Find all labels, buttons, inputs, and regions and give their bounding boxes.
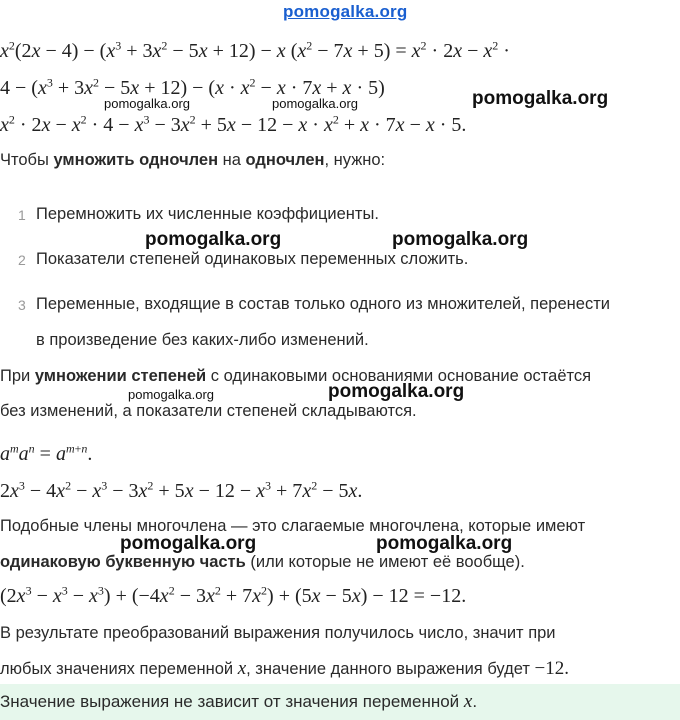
step-text-continuation: в произведение без каких-либо изменений.	[36, 331, 369, 349]
power-rule-text-continuation: без изменений, а показатели степеней складываются.	[0, 402, 417, 420]
math-line-2: $4 - (x^3 + 3x^2 - 5x + 12) - (x \cdot x^2 - x \cdot 7x + x \cdot 5)$	[0, 75, 385, 99]
watermark: pomogalka.org	[104, 96, 190, 111]
watermark: pomogalka.org	[392, 229, 529, 250]
answer-box	[0, 684, 680, 720]
watermark: pomogalka.org	[128, 387, 214, 402]
power-rule-text: При умножении степеней с одинаковыми основаниями основание остаётся	[0, 367, 592, 385]
watermark: pomogalka.org	[328, 381, 465, 402]
math-line-5: $2x^3 - 4x^2 - x^3 - 3x^2 + 5x - 12 - x^3 + 7x^2 - 5x$.	[0, 478, 363, 502]
monomial-rule-text: Чтобы умножить одночлен на одночлен, нужно:	[0, 151, 386, 169]
result-text: В результате преобразований выражения получилось число, значит при	[0, 624, 556, 642]
watermark: pomogalka.org	[376, 533, 513, 554]
like-terms-text-continuation: одинаковую буквенную часть (или которые не имеют её вообще).	[0, 553, 525, 571]
watermark: pomogalka.org	[145, 229, 282, 250]
watermark-top-link[interactable]: pomogalka.org	[283, 2, 408, 21]
step-number: 2	[18, 252, 26, 268]
step-text: Перемножить их численные коэффициенты.	[36, 205, 379, 223]
like-terms-text: Подобные члены многочлена — это слагаемые многочлена, которые имеют	[0, 517, 586, 535]
watermark: pomogalka.org	[272, 96, 358, 111]
step-text: Переменные, входящие в состав только одного из множителей, перенести	[36, 295, 610, 313]
watermark: pomogalka.org	[472, 88, 609, 109]
step-text: Показатели степеней одинаковых переменных сложить.	[36, 250, 469, 268]
power-rule-formula: $a^ma^n = a^{m+n}$.	[0, 441, 93, 465]
answer-text: Значение выражения не зависит от значения переменной x.	[0, 691, 478, 712]
watermark: pomogalka.org	[120, 533, 257, 554]
step-number: 3	[18, 297, 26, 313]
math-line-3: $x^2 \cdot 2x - x^2 \cdot 4 - x^3 - 3x^2 + 5x - 12 - x \cdot x^2 + x \cdot 7x - x \cdot 5$.	[0, 112, 467, 136]
result-text-continuation: любых значениях переменной x, значение данного выражения будет −12.	[0, 658, 569, 679]
step-number: 1	[18, 207, 26, 223]
math-line-6: $(2x^3 - x^3 - x^3) + (-4x^2 - 3x^2 + 7x^2) + (5x - 5x) - 12 = -12$.	[0, 583, 467, 607]
math-line-1: $x^2(2x - 4) - (x^3 + 3x^2 - 5x + 12) - x$ $(x^2 - 7x + 5) = x^2 \cdot 2x - x^2$ ·	[0, 38, 510, 62]
